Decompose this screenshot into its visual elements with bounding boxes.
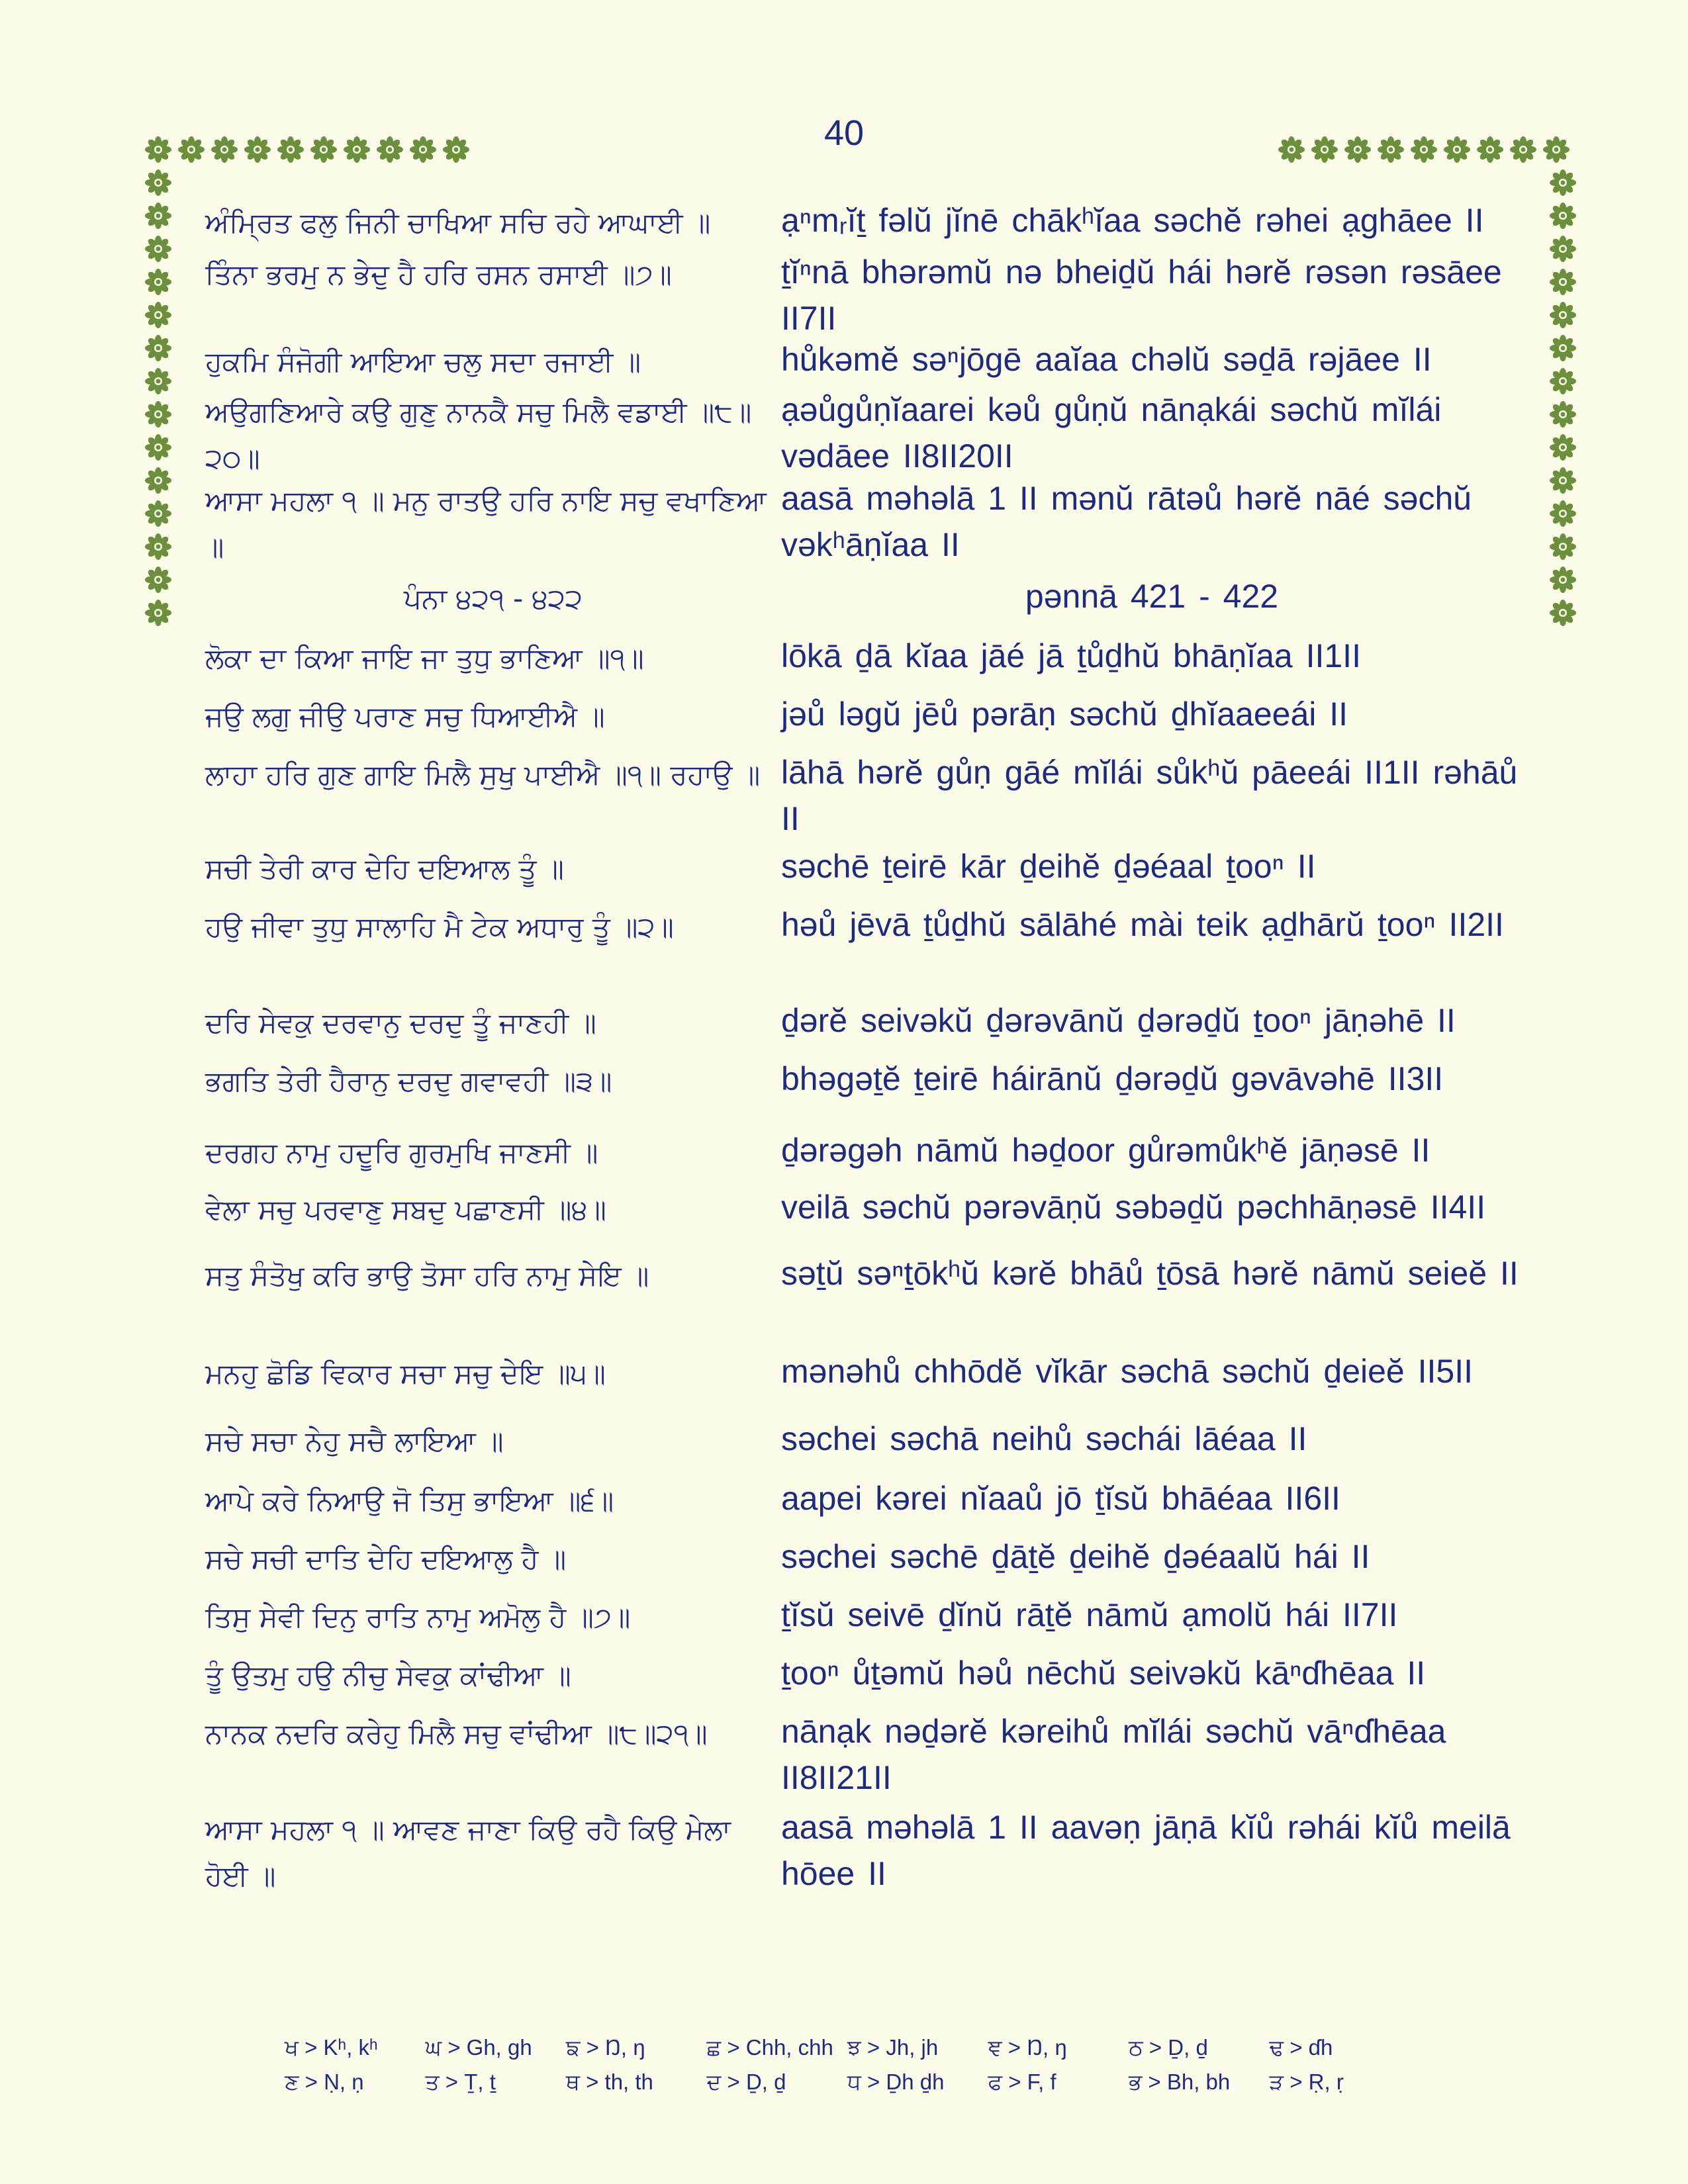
gurmukhi-line: ਸਚੇ ਸਚੀ ਦਾਤਿ ਦੇਹਿ ਦਇਆਲੁ ਹੈ ॥ bbox=[205, 1543, 567, 1575]
table-row bbox=[205, 387, 1523, 475]
gurmukhi-line: ਮਨਹੁ ਛੋਡਿ ਵਿਕਾਰ ਸਚਾ ਸਚੁ ਦੇਇ ॥੫॥ bbox=[205, 1357, 606, 1390]
transliteration-line: səchē ṯeirē kār ḏeihĕ ḏəéaal ṯooⁿ II bbox=[781, 848, 1316, 885]
transliteration-line: mənəhů chhōdĕ vĭkār səchā səchŭ ḏeieĕ II5II bbox=[781, 1353, 1473, 1390]
flower-icon bbox=[144, 301, 177, 334]
gurmukhi-line: ਤਿੰਨਾ ਭਰਮੁ ਨ ਭੇਦੁ ਹੈ ਹਰਿ ਰਸਨ ਰਸਾਈ ॥੭॥ bbox=[205, 258, 672, 291]
flower-icon bbox=[144, 202, 177, 235]
gurmukhi-line: ਲੋਕਾ ਦਾ ਕਿਆ ਜਾਇ ਜਾ ਤੁਧੁ ਭਾਣਿਆ ॥੧॥ bbox=[205, 642, 644, 674]
flower-icon bbox=[144, 566, 177, 599]
table-row bbox=[205, 1533, 1523, 1592]
table-row bbox=[205, 749, 1523, 843]
table-row bbox=[205, 1348, 1523, 1416]
table-row bbox=[205, 1650, 1523, 1708]
ornament-border-top-right bbox=[1278, 136, 1575, 169]
transliteration-line: veilā səchŭ pərəvāṇŭ səbəḏŭ pəchhāṇəsē II4II bbox=[781, 1189, 1486, 1226]
flower-icon bbox=[144, 500, 177, 533]
transliteration-line: səchei səchā neihů səchái lāéaa II bbox=[781, 1420, 1307, 1457]
gurmukhi-line: ਦਰਗਹ ਨਾਮੁ ਹਦੂਰਿ ਗੁਰਮੁਖਿ ਜਾਣਸੀ ॥ bbox=[205, 1136, 598, 1169]
page-reference-translit: pənnā 421 - 422 bbox=[1025, 578, 1279, 615]
page-number: 40 bbox=[823, 113, 865, 153]
flower-icon bbox=[1549, 169, 1582, 202]
transliteration-line: ḏərĕ seivəkŭ ḏərəvānŭ ḏərəḏŭ ṯooⁿ jāṇəhē II bbox=[781, 1002, 1456, 1039]
key-item: ਠ > Ḏ, ḏ bbox=[1129, 2035, 1208, 2060]
flower-icon bbox=[144, 334, 177, 367]
flower-icon bbox=[1410, 136, 1443, 169]
key-row bbox=[285, 2035, 1410, 2070]
gurmukhi-line: ਅੰਮ੍ਰਿਤ ਫਲੁ ਜਿਨੀ ਚਾਖਿਆ ਸਚਿ ਰਹੇ ਆਘਾਈ ॥ bbox=[205, 206, 711, 239]
flower-icon bbox=[310, 136, 343, 169]
gurmukhi-line: ਆਸਾ ਮਹਲਾ ੧ ॥ ਮਨੁ ਰਾਤਉ ਹਰਿ ਨਾਇ ਸਚੁ ਵਖਾਣਿਆ ॥ bbox=[205, 484, 767, 563]
table-row bbox=[205, 249, 1523, 336]
table-row bbox=[205, 843, 1523, 901]
page-reference-row bbox=[205, 573, 1523, 633]
table-row bbox=[205, 691, 1523, 749]
flower-icon bbox=[1549, 334, 1582, 367]
table-row bbox=[205, 1127, 1523, 1184]
flower-icon bbox=[1278, 136, 1311, 169]
flower-icon bbox=[1509, 136, 1542, 169]
flower-icon bbox=[144, 169, 177, 202]
flower-icon bbox=[1549, 433, 1582, 467]
key-item: ਝ > Jh, jh bbox=[847, 2035, 939, 2060]
flower-icon bbox=[1549, 566, 1582, 599]
flower-icon bbox=[144, 533, 177, 566]
transliteration-line: nānạk nəḏərĕ kəreihů mĭlái səchŭ vāⁿɗhēaa II8II21II bbox=[781, 1713, 1446, 1796]
flower-icon bbox=[1549, 235, 1582, 268]
transliteration-line: ṯooⁿ ůṯəmŭ həů nēchŭ seivəkŭ kāⁿɗhēaa II bbox=[781, 1655, 1426, 1692]
transliteration-line: lāhā hərĕ gůṇ gāé mĭlái sůkʰŭ pāeeái II1II rəhāů II bbox=[781, 754, 1518, 837]
flower-icon bbox=[144, 599, 177, 632]
transliteration-line: səchei səchē ḏāṯĕ ḏeihĕ ḏəéaalŭ hái II bbox=[781, 1538, 1370, 1575]
gurmukhi-line: ਵੇਲਾ ਸਚੁ ਪਰਵਾਣੁ ਸਬਦੁ ਪਛਾਣਸੀ ॥੪॥ bbox=[205, 1193, 606, 1226]
flower-icon bbox=[144, 268, 177, 301]
key-item: ਙ > Ŋ, ŋ bbox=[566, 2035, 645, 2060]
flower-icon bbox=[177, 136, 211, 169]
flower-icon bbox=[244, 136, 277, 169]
table-row bbox=[205, 997, 1523, 1056]
transliteration-line: ṯĭsŭ seivē ḏĭnŭ rāṯĕ nāmŭ ạmolŭ hái II7II bbox=[781, 1596, 1398, 1633]
flower-icon bbox=[1344, 136, 1377, 169]
transliteration-line: ṯĭⁿnā bhərəmŭ nə bheiḏŭ hái hərĕ rəsən rəsāee II7II bbox=[781, 253, 1502, 337]
flower-icon bbox=[1311, 136, 1344, 169]
flower-icon bbox=[1549, 202, 1582, 235]
key-item: ਢ > ɗh bbox=[1269, 2035, 1333, 2060]
gurmukhi-line: ਨਾਨਕ ਨਦਰਿ ਕਰੇਹੁ ਮਿਲੈ ਸਚੁ ਵਾਂਢੀਆ ॥੮॥੨੧॥ bbox=[205, 1717, 708, 1750]
key-item: ਛ > Chh, chh bbox=[706, 2035, 833, 2060]
transliteration-line: ḏərəgəh nāmŭ həḏoor gůrəmůkʰĕ jāṇəsē II bbox=[781, 1132, 1430, 1169]
flower-icon bbox=[144, 136, 177, 169]
table-row bbox=[205, 901, 1523, 997]
key-item: ਤ > Ṯ, ṯ bbox=[425, 2070, 496, 2094]
flower-icon bbox=[1377, 136, 1410, 169]
scripture-table bbox=[205, 197, 1523, 1900]
transliteration-line: həů jēvā ṯůḏhŭ sālāhé mài teik ạḏhārŭ ṯooⁿ II2II bbox=[781, 906, 1504, 943]
flower-icon bbox=[144, 400, 177, 433]
table-row bbox=[205, 1592, 1523, 1650]
flower-icon bbox=[144, 235, 177, 268]
key-row bbox=[285, 2070, 1410, 2104]
transliteration-line: ạⁿmᵣĭṯ fəlŭ jĭnē chākʰĭaa səchĕ rəhei ạghāee II bbox=[781, 202, 1484, 239]
transliteration-line: hůkəmĕ səⁿjōgē aaĭaa chəlŭ səḏā rəjāee II bbox=[781, 341, 1432, 378]
transliteration-key bbox=[285, 2035, 1410, 2104]
gurmukhi-line: ਦਰਿ ਸੇਵਕੁ ਦਰਵਾਨੁ ਦਰਦੁ ਤੂੰ ਜਾਣਹੀ ॥ bbox=[205, 1007, 596, 1039]
key-item: ਭ > Bh, bh bbox=[1129, 2070, 1231, 2094]
gurmukhi-line: ਭਗਤਿ ਤੇਰੀ ਹੈਰਾਨੁ ਦਰਦੁ ਗਵਾਵਹੀ ॥੩॥ bbox=[205, 1065, 612, 1097]
key-item: ਧ > Ḏh ḏh bbox=[847, 2070, 945, 2094]
flower-icon bbox=[144, 433, 177, 467]
gurmukhi-line: ਸਚੇ ਸਚਾ ਨੇਹੁ ਸਚੈ ਲਾਇਆ ॥ bbox=[205, 1425, 504, 1457]
key-item: ਖ > Kʰ, kʰ bbox=[285, 2035, 378, 2060]
gurmukhi-line: ਅਉਗਣਿਆਰੇ ਕਉ ਗੁਣੁ ਨਾਨਕੈ ਸਚੁ ਮਿਲੈ ਵਡਾਈ ॥੮॥੨੦॥ bbox=[205, 396, 752, 475]
transliteration-line: lōkā ḏā kĭaa jāé jā ṯůḏhŭ bhāṇĭaa II1II bbox=[781, 637, 1361, 674]
flower-icon bbox=[1549, 599, 1582, 632]
gurmukhi-line: ਤੂੰ ਉਤਮੁ ਹਉ ਨੀਚੁ ਸੇਵਕੁ ਕਾਂਢੀਆ ॥ bbox=[205, 1659, 571, 1692]
table-row bbox=[205, 475, 1523, 573]
page-reference-gurmukhi: ਪੰਨਾ ੪੨੧ - ੪੨੨ bbox=[403, 582, 583, 615]
transliteration-line: ạəůgůṇĭaarei kəů gůṇŭ nānạkái səchŭ mĭlái vədāee II8II20II bbox=[781, 391, 1442, 475]
transliteration-line: bhəgəṯĕ ṯeirē háirānŭ ḏərəḏŭ gəvāvəhē II3II bbox=[781, 1060, 1444, 1097]
flower-icon bbox=[442, 136, 475, 169]
table-row bbox=[205, 336, 1523, 387]
table-row bbox=[205, 1416, 1523, 1475]
ornament-border-right bbox=[1549, 169, 1582, 632]
gurmukhi-line: ਸਚੀ ਤੇਰੀ ਕਾਰ ਦੇਹਿ ਦਇਆਲ ਤੂੰ ॥ bbox=[205, 852, 564, 885]
flower-icon bbox=[1476, 136, 1509, 169]
gurmukhi-line: ਲਾਹਾ ਹਰਿ ਗੁਣ ਗਾਇ ਮਿਲੈ ਸੁਖੁ ਪਾਈਐ ॥੧॥ ਰਹਾਉ ॥ bbox=[205, 758, 761, 791]
transliteration-line: aasā məhəlā 1 II mənŭ rātəů hərĕ nāé səchŭ vəkʰāṇĭaa II bbox=[781, 480, 1472, 563]
flower-icon bbox=[376, 136, 409, 169]
flower-icon bbox=[1549, 367, 1582, 400]
table-row bbox=[205, 1184, 1523, 1250]
key-item: ਥ > th, th bbox=[566, 2070, 653, 2094]
flower-icon bbox=[409, 136, 442, 169]
ornament-border-top-left bbox=[144, 136, 475, 169]
transliteration-line: aasā məhəlā 1 II aavəṇ jāṇā kĭů rəhái kĭů meilā hōee II bbox=[781, 1809, 1511, 1892]
transliteration-line: səṯŭ səⁿṯōkʰŭ kərĕ bhāů ṯōsā hərĕ nāmŭ seieĕ II bbox=[781, 1255, 1519, 1292]
key-item: ਞ > Ŋ, ŋ bbox=[988, 2035, 1067, 2060]
flower-icon bbox=[343, 136, 376, 169]
key-item: ਦ > Ḏ, ḏ bbox=[706, 2070, 786, 2094]
flower-icon bbox=[1443, 136, 1476, 169]
flower-icon bbox=[1549, 268, 1582, 301]
key-item: ੜ > Ṛ, ṛ bbox=[1269, 2070, 1344, 2094]
transliteration-line: jəů ləgŭ jēů pərāṇ səchŭ ḏhĭaaeeái II bbox=[781, 696, 1348, 733]
flower-icon bbox=[1549, 301, 1582, 334]
gurmukhi-line: ਸਤੁ ਸੰਤੋਖੁ ਕਰਿ ਭਾਉ ਤੋਸਾ ਹਰਿ ਨਾਮੁ ਸੇਇ ॥ bbox=[205, 1259, 649, 1292]
table-row bbox=[205, 1250, 1523, 1348]
flower-icon bbox=[211, 136, 244, 169]
key-item: ਫ > F, f bbox=[988, 2070, 1056, 2094]
table-row bbox=[205, 197, 1523, 249]
table-row bbox=[205, 1475, 1523, 1533]
flower-icon bbox=[144, 367, 177, 400]
transliteration-line: aapei kərei nĭaaů jō ṯĭsŭ bhāéaa II6II bbox=[781, 1480, 1340, 1517]
gurmukhi-line: ਆਪੇ ਕਰੇ ਨਿਆਉ ਜੋ ਤਿਸੁ ਭਾਇਆ ॥੬॥ bbox=[205, 1484, 614, 1517]
table-row bbox=[205, 1804, 1523, 1900]
flower-icon bbox=[1549, 500, 1582, 533]
table-row bbox=[205, 1056, 1523, 1127]
flower-icon bbox=[144, 467, 177, 500]
flower-icon bbox=[1549, 533, 1582, 566]
gurmukhi-line: ਤਿਸੁ ਸੇਵੀ ਦਿਨੁ ਰਾਤਿ ਨਾਮੁ ਅਮੋਲੁ ਹੈ ॥੭॥ bbox=[205, 1601, 631, 1633]
flower-icon bbox=[1549, 400, 1582, 433]
gurmukhi-line: ਹੁਕਮਿ ਸੰਜੋਗੀ ਆਇਆ ਚਲੁ ਸਦਾ ਰਜਾਈ ॥ bbox=[205, 345, 641, 378]
gurmukhi-line: ਆਸਾ ਮਹਲਾ ੧ ॥ ਆਵਣ ਜਾਣਾ ਕਿਉ ਰਹੈ ਕਿਉ ਮੇਲਾ ਹੋਈ ॥ bbox=[205, 1813, 731, 1892]
flower-icon bbox=[1542, 136, 1575, 169]
table-row bbox=[205, 633, 1523, 691]
flower-icon bbox=[277, 136, 310, 169]
key-item: ਘ > Gh, gh bbox=[425, 2035, 532, 2060]
ornament-border-left bbox=[144, 169, 177, 632]
key-item: ਣ > Ṇ, ṇ bbox=[285, 2070, 364, 2094]
table-row bbox=[205, 1708, 1523, 1804]
flower-icon bbox=[1549, 467, 1582, 500]
gurmukhi-line: ਜਉ ਲਗੁ ਜੀਉ ਪਰਾਣ ਸਚੁ ਧਿਆਈਐ ॥ bbox=[205, 700, 605, 733]
gurmukhi-line: ਹਉ ਜੀਵਾ ਤੁਧੁ ਸਾਲਾਹਿ ਮੈ ਟੇਕ ਅਧਾਰੁ ਤੂੰ ॥੨॥ bbox=[205, 911, 674, 943]
